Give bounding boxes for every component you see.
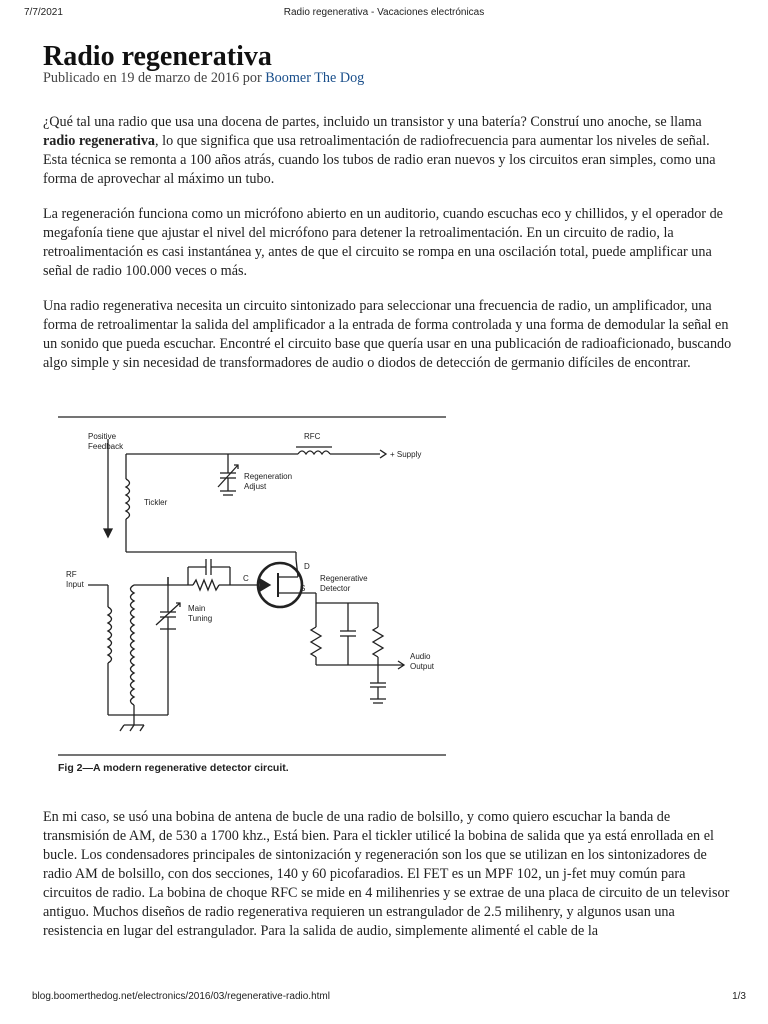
label-output: Output xyxy=(410,662,435,671)
article-title: Radio regenerativa xyxy=(43,41,272,72)
label-input: Input xyxy=(66,580,84,589)
print-date: 7/7/2021 xyxy=(24,7,63,18)
label-detector: Detector xyxy=(320,584,351,593)
circuit-schematic xyxy=(48,407,456,787)
label-rfc: RFC xyxy=(304,432,321,441)
label-rf: RF xyxy=(66,570,77,579)
label-regeneration: Regeneration xyxy=(244,472,293,481)
label-audio: Audio xyxy=(410,652,431,661)
paragraph-intro xyxy=(43,113,733,189)
post-meta xyxy=(43,70,733,86)
paragraph-requirements: Una radio regenerativa necesita un circuito sintonizado para seleccionar una frecuencia de radio, un amplificador, una forma de retroalimentar la salida del amplificador a la entrada de forma controlada y una forma de demodular la señal en un sonido que pueda escuchar. Encontré el circuito base que quería usar en una publicación de radioaficionado, buscando algo simple y sin necesidad de transformadores de audio o diodos de detección de germanio difíciles de encontrar. xyxy=(43,298,732,371)
label-feedback: Feedback xyxy=(88,442,124,451)
paragraph-intro-start: ¿Qué tal una radio que usa una docena de partes, incluido un transistor y una batería? Construí uno anoche, se llama xyxy=(43,114,702,130)
print-header xyxy=(0,0,768,22)
label-regenerative: Regenerative xyxy=(320,574,368,583)
label-tuning: Tuning xyxy=(188,614,213,623)
paragraph-build-notes: En mi caso, se usó una bobina de antena de bucle de una radio de bolsillo, y como quiero escuchar la banda de transmisión de AM, de 530 a 1700 khz., Está bien. Para el tickler utilicé la bobina de salida que ya está enrollada en el bucle. Los condensadores principales de sintonización y regeneración son los que se utilizan en los sintonizadores de radio AM de bolsillo, con dos secciones, 140 y 60 picofaradios. El FET es un MPF 102, un j-fet muy común para circuitos de radio. La bobina de choque RFC se mide en 4 milihenries y se extrae de una placa de circuito de un televisor antiguo. Muchos diseños de radio regenerativa requieren un estrangulador de 2.5 milihenry, y algunos usan una resistencia en lugar del estrangulador. Para la salida de audio, simplemente alimenté el cable de la xyxy=(43,809,730,939)
label-tickler: Tickler xyxy=(144,498,168,507)
author-link[interactable]: Boomer The Dog xyxy=(265,70,365,86)
paragraph-regeneration: La regeneración funciona como un micrófono abierto en un auditorio, cuando escuchas eco y chillidos, y el operador de megafonía tiene que ajustar el nivel del micrófono para detener la retroalimentación. En un circuito de radio, la retroalimentación es casi instantánea y, antes de que el circuito se rompa en una oscilación total, puede amplificar una señal de radio 100.000 veces o más. xyxy=(43,206,723,279)
label-d: D xyxy=(304,562,310,571)
figure-caption: Fig 2—A modern regenerative detector circuit. xyxy=(58,762,289,774)
label-adjust: Adjust xyxy=(244,482,267,491)
post-meta-prefix: Publicado en 19 de marzo de 2016 por xyxy=(43,70,266,86)
label-supply: + Supply xyxy=(390,450,422,459)
print-footer xyxy=(0,991,768,1007)
page-number: 1/3 xyxy=(732,991,746,1002)
term-radio-regenerativa: radio regenerativa xyxy=(43,133,156,149)
article xyxy=(43,40,733,941)
paragraph-intro-end: , lo que significa que usa retroalimentación de radiofrecuencia para aumentar los niveles de señal. Esta técnica se remonta a 100 años atrás, cuando los tubos de radio eran nuevos y los circuitos eran simples, como una forma de aprovechar al máximo un tubo. xyxy=(43,133,716,187)
print-url: blog.boomerthedog.net/electronics/2016/03/regenerative-radio.html xyxy=(32,991,330,1002)
print-page-title: Radio regenerativa - Vacaciones electrónicas xyxy=(283,7,485,18)
label-positive: Positive xyxy=(88,432,117,441)
circuit-figure xyxy=(48,407,456,787)
label-c: C xyxy=(243,574,249,583)
label-s: S xyxy=(300,584,306,593)
label-main: Main xyxy=(188,604,206,613)
